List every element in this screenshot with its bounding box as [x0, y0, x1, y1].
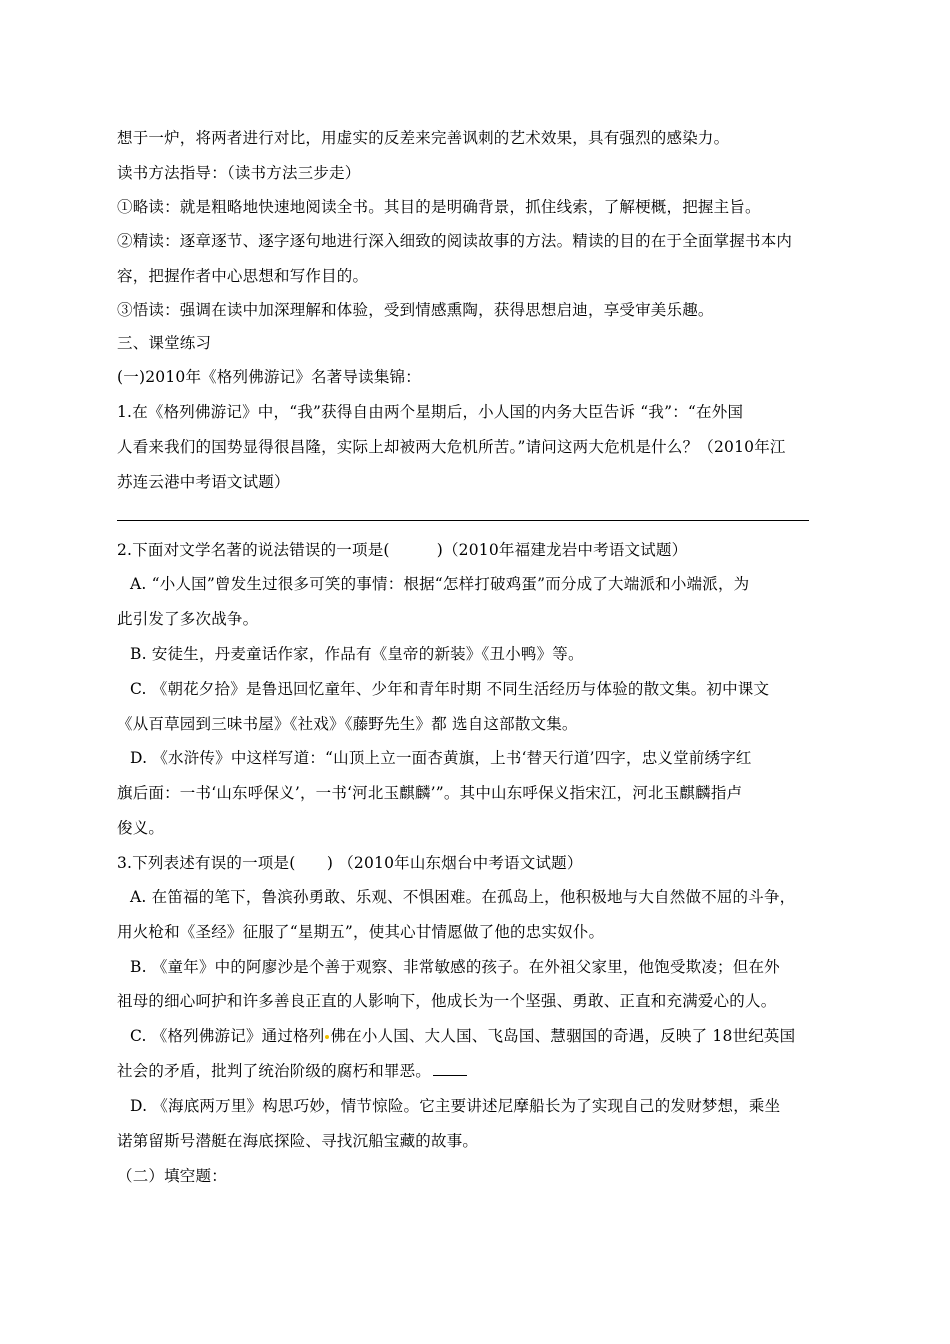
option-c: [130, 1026, 795, 1046]
text-segment: C. 《格列佛游记》通过格列: [130, 1027, 325, 1045]
text-line: 想于一炉，将两者进行对比，用虚实的反差来完善讽刺的艺术效果，具有强烈的感染力。: [117, 129, 730, 147]
option-a: A. “小人国”曾发生过很多可笑的事情：根据“怎样打破鸡蛋”而分成了大端派和小端派，为: [130, 575, 750, 593]
text-line: 此引发了多次战争。: [117, 610, 259, 628]
text-line: 用火枪和《圣经》征服了“星期五”，使其心甘情愿做了他的忠实奴仆。: [117, 923, 605, 941]
text-line: 容，把握作者中心思想和写作目的。: [117, 267, 369, 285]
blank-underline[interactable]: [433, 1061, 467, 1076]
question-3: 3.下列表述有误的一项是( ) （2010年山东烟台中考语文试题）: [117, 854, 583, 872]
option-b: B. 《童年》中的阿廖沙是个善于观察、非常敏感的孩子。在外祖父家里，他饱受欺凌；但在外: [130, 958, 780, 976]
text-line: ①略读：就是粗略地快速地阅读全书。其目的是明确背景，抓住线索，了解梗概，把握主旨。: [117, 198, 761, 216]
option-b: B. 安徒生，丹麦童话作家，作品有《皇帝的新装》《丑小鸭》等。: [130, 645, 584, 663]
text-line: 旗后面：一书‘山东呼保义’，一书‘河北玉麒麟’”。其中山东呼保义指宋江，河北玉麒麟指卢: [117, 784, 743, 802]
text-segment: 佛在小人国、大人国、飞岛国、慧骃国的奇遇，反映了 18世纪英国: [330, 1027, 796, 1045]
section-heading-reading-method: 读书方法指导：（读书方法三步走）: [117, 164, 361, 182]
question-1: 1.在《格列佛游记》中，“我”获得自由两个星期后，小人国的内务大臣告诉 “我”：“在外国: [117, 403, 744, 421]
option-a: A. 在笛福的笔下，鲁滨孙勇敢、乐观、不惧困难。在孤岛上，他积极地与大自然做不屈的斗争，: [130, 888, 796, 906]
text-segment: 社会的矛盾，批判了统治阶级的腐朽和罪恶。: [117, 1062, 432, 1080]
text-line: 人看来我们的国势显得很昌隆，实际上却被两大危机所苦。”请问这两大危机是什么？（2010年江: [117, 438, 786, 456]
text-line: 《从百草园到三味书屋》《社戏》《藤野先生》都 选自这部散文集。: [117, 715, 578, 733]
option-d: D. 《水浒传》中这样写道：“山顶上立一面杏黄旗，上书‘替天行道’四字，忠义堂前绣字红: [130, 749, 752, 767]
question-2: 2.下面对文学名著的说法错误的一项是( )（2010年福建龙岩中考语文试题）: [117, 541, 688, 559]
text-line: 祖母的细心呵护和许多善良正直的人影响下，他成长为一个坚强、勇敢、正直和充满爱心的人。: [117, 992, 777, 1010]
text-line: 诺第留斯号潜艇在海底探险、寻找沉船宝藏的故事。: [117, 1132, 479, 1150]
text-line: 苏连云港中考语文试题）: [117, 473, 290, 491]
text-line: ③悟读：强调在读中加深理解和体验，受到情感熏陶，获得思想启迪，享受审美乐趣。: [117, 301, 714, 319]
cursor-mark: [325, 1035, 329, 1039]
option-c: C. 《朝花夕拾》是鲁迅回忆童年、少年和青年时期 不同生活经历与体验的散文集。初中课文: [130, 680, 770, 698]
text-line: 俊义。: [117, 819, 165, 837]
subsection-heading: (一)2010年《格列佛游记》名著导读集锦：: [117, 368, 421, 386]
text-line: ②精读：逐章逐节、逐字逐句地进行深入细致的阅读故事的方法。精读的目的在于全面掌握书本内: [117, 232, 793, 250]
answer-line[interactable]: [117, 520, 809, 521]
option-d: D. 《海底两万里》构思巧妙，情节惊险。它主要讲述尼摩船长为了实现自己的发财梦想，乘坐: [130, 1097, 781, 1115]
subsection-heading-fill-blank: （二）填空题：: [117, 1167, 227, 1185]
section-heading-class-practice: 三、课堂练习: [117, 334, 212, 352]
text-line: [117, 1061, 467, 1081]
